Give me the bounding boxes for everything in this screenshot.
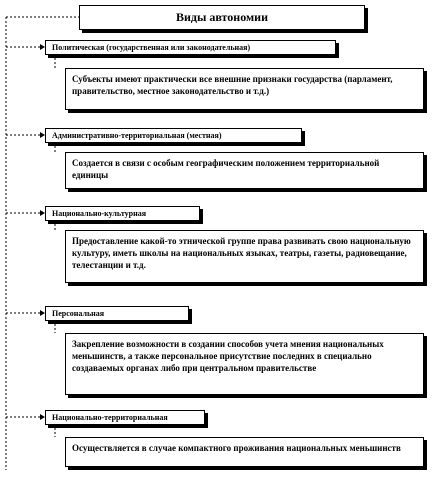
description-box-cultural: Предоставление какой-то этнической группе права развивать свою национальную культуру, иметь школы на национальных языках, театры, газеты, радиовещание, телестанции и т.д. — [65, 230, 424, 283]
description-box-territorial: Осуществляется в случае компактного проживания национальных меньшинств — [65, 437, 424, 467]
type-box-territorial: Национально-территориальная — [45, 410, 205, 425]
type-box-cultural: Национально-культурная — [45, 206, 200, 221]
type-box-political: Политическая (государственная или законодательная) — [45, 40, 336, 55]
type-box-administrative: Административно-территориальная (местная) — [45, 128, 302, 143]
description-box-personal: Закрепление возможности в создании способов учета мнения национальных меньшинств, а также персональное присутствие последних в специально создаваемых органах либо при центральном правительстве — [65, 333, 424, 395]
description-box-political: Субъекты имеют практически все внешние признаки государства (парламент, правительство, местное законодательство и т.д.) — [65, 68, 424, 110]
diagram-title: Виды автономии — [79, 5, 365, 30]
description-box-administrative: Создается в связи с особым географическим положением территориальной единицы — [65, 152, 424, 189]
type-box-personal: Персональная — [45, 306, 189, 321]
